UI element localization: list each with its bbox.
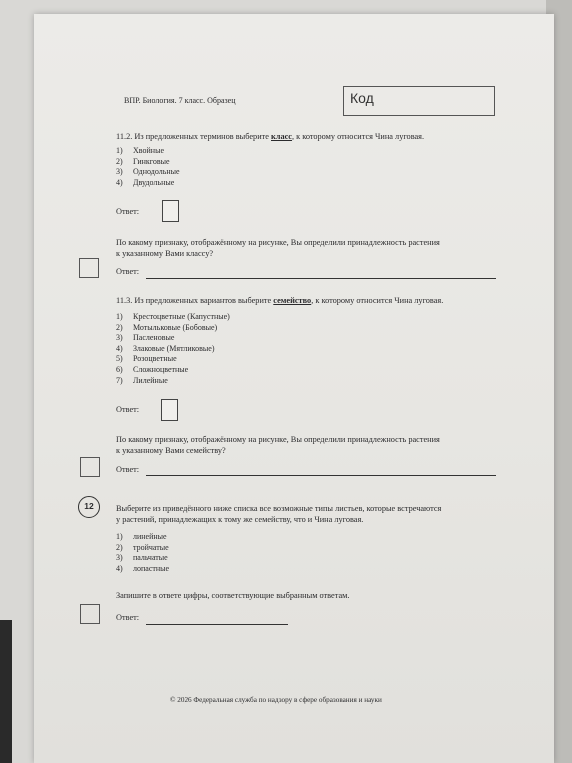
question-12-text: Выберите из приведённого ниже списка все возможные типы листьев, которые встречаются у растений, принадлежащих к тому же семейству, что и Чина луговая. xyxy=(116,504,442,524)
option-number: 3) xyxy=(116,167,123,177)
option-text: Крестоцветные (Капустные) xyxy=(133,312,230,321)
question-12-options xyxy=(116,532,169,574)
answer-label: Ответ: xyxy=(116,207,140,216)
keyword-class: класс xyxy=(271,132,292,141)
answer-line[interactable] xyxy=(146,475,496,476)
option-item xyxy=(116,344,230,355)
option-number: 3) xyxy=(116,553,123,563)
option-text: Пасленовые xyxy=(133,333,175,343)
option-number: 1) xyxy=(116,312,123,321)
option-number: 6) xyxy=(116,364,123,374)
question-11-2-followup: По какому признаку, отображённому на рисунке, Вы определили принадлежность растения к указанному Вами классу? xyxy=(116,238,440,258)
option-text: Однодольные xyxy=(133,167,180,177)
option-number: 7) xyxy=(116,375,123,385)
option-item xyxy=(116,553,169,564)
answer-box-11-3[interactable] xyxy=(161,399,178,421)
option-item xyxy=(116,564,169,575)
exam-page xyxy=(34,14,554,763)
answer-label: Ответ: xyxy=(116,465,140,474)
option-text: Сложноцветные xyxy=(133,364,189,374)
table-edge xyxy=(0,620,12,763)
option-text: Хвойные xyxy=(133,146,164,155)
code-field[interactable] xyxy=(343,86,495,116)
option-item xyxy=(116,376,230,387)
option-item xyxy=(116,365,230,376)
option-item xyxy=(116,354,230,365)
question-12-instruction: Запишите в ответе цифры, соответствующие выбранным ответам. xyxy=(116,591,350,600)
option-item xyxy=(116,312,230,323)
score-box[interactable] xyxy=(79,258,99,278)
page-footer: © 2026 Федеральная служба по надзору в сфере образования и науки xyxy=(170,696,382,704)
option-number: 2) xyxy=(116,156,123,166)
option-item xyxy=(116,178,180,189)
answer-line[interactable] xyxy=(146,624,288,625)
option-item xyxy=(116,333,230,344)
option-number: 1) xyxy=(116,532,123,541)
option-item xyxy=(116,167,180,178)
option-text: Двудольные xyxy=(133,177,175,187)
question-11-3-text: 11.3. Из предложенных вариантов выберите семейство, к которому относится Чина луговая. xyxy=(116,296,444,305)
question-11-3-followup: По какому признаку, отображённому на рисунке, Вы определили принадлежность растения к указанному Вами семейству? xyxy=(116,435,440,455)
option-text: Злаковые (Мятликовые) xyxy=(133,343,215,353)
answer-label: Ответ: xyxy=(116,267,140,276)
option-item xyxy=(116,532,169,543)
score-box[interactable] xyxy=(80,457,100,477)
option-number: 2) xyxy=(116,542,123,552)
option-text: пальчатые xyxy=(133,553,168,563)
question-11-2-text: 11.2. Из предложенных терминов выберите класс, к которому относится Чина луговая. xyxy=(116,132,425,141)
option-item xyxy=(116,146,180,157)
answer-box-11-2[interactable] xyxy=(162,200,179,222)
score-box[interactable] xyxy=(80,604,100,624)
option-text: лопастные xyxy=(133,563,170,573)
option-number: 4) xyxy=(116,343,123,353)
option-text: линейные xyxy=(133,532,167,541)
option-number: 3) xyxy=(116,333,123,343)
option-text: Гинкговые xyxy=(133,156,170,166)
question-number-badge: 12 xyxy=(78,496,100,518)
code-label: Код xyxy=(350,90,374,106)
answer-label: Ответ: xyxy=(116,405,140,414)
option-number: 1) xyxy=(116,146,123,155)
option-item xyxy=(116,323,230,334)
option-text: Лилейные xyxy=(133,375,168,385)
answer-label: Ответ: xyxy=(116,613,140,622)
option-item xyxy=(116,157,180,168)
option-text: тройчатые xyxy=(133,542,169,552)
option-number: 5) xyxy=(116,354,123,364)
option-number: 4) xyxy=(116,177,123,187)
option-item xyxy=(116,543,169,554)
question-11-3-options xyxy=(116,312,230,386)
option-number: 2) xyxy=(116,322,123,332)
keyword-family: семейство xyxy=(273,296,312,305)
option-number: 4) xyxy=(116,563,123,573)
question-11-2-options xyxy=(116,146,180,188)
answer-line[interactable] xyxy=(146,278,496,279)
option-text: Мотыльковые (Бобовые) xyxy=(133,322,218,332)
option-text: Розоцветные xyxy=(133,354,177,364)
page-header: ВПР. Биология. 7 класс. Образец xyxy=(124,96,236,105)
